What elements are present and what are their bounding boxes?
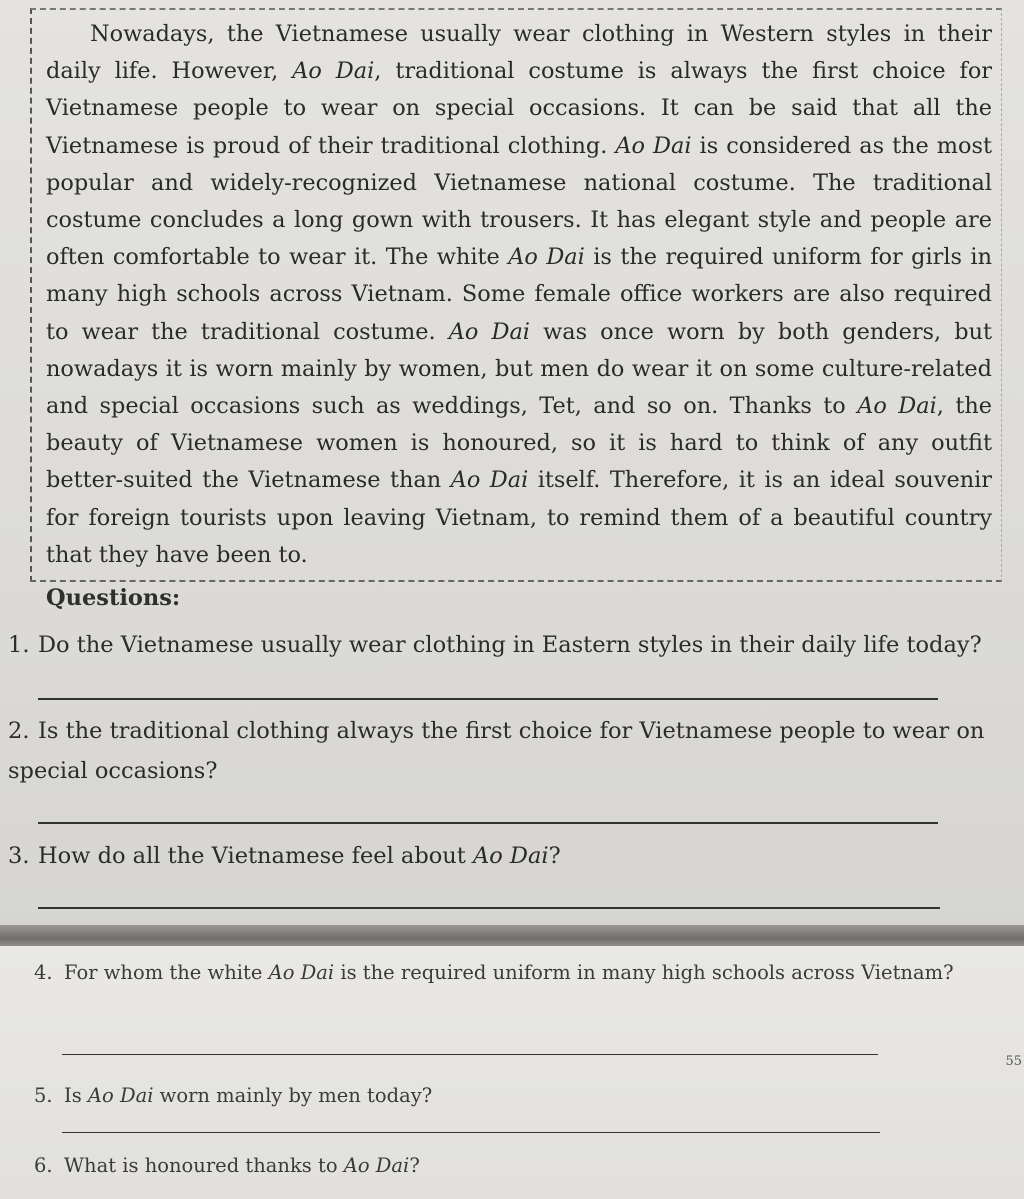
question-number: 1.: [8, 632, 30, 658]
question-number: 3.: [8, 843, 30, 869]
question-number: 4.: [34, 961, 53, 984]
question-number: 5.: [34, 1084, 53, 1107]
question-3: [8, 836, 1008, 876]
question-4: [34, 958, 954, 988]
reading-passage-box: [30, 8, 1002, 582]
reading-passage-text: Nowadays, the Vietnamese usually wear clothing in Western styles in their daily life. However, Ao Dai, traditional costume is always the first choice for Vietnamese people to wear on special occasions. It can be said that all the Vietnamese is proud of their traditional clothing. Ao Dai is considered as the most popular and widely-recognized Vietnamese national costume. The traditional costume concludes a long gown with trousers. It has elegant style and people are often comfortable to wear it. The white Ao Dai is the required uniform for girls in many high schools across Vietnam. Some female office workers are also required to wear the traditional costume. Ao Dai was once worn by both genders, but nowadays it is worn mainly by women, but men do wear it on some culture-related and special occasions such as weddings, Tet, and so on. Thanks to Ao Dai, the beauty of Vietnamese women is honoured, so it is hard to think of any outfit better-suited the Vietnamese than Ao Dai itself. Therefore, it is an ideal souvenir for foreign tourists upon leaving Vietnam, to remind them of a beautiful country that they have been to.: [46, 21, 993, 568]
answer-line-4[interactable]: [62, 1054, 878, 1055]
question-number: 6.: [34, 1154, 53, 1177]
question-1: [8, 625, 1018, 665]
worksheet-page-bottom: [0, 946, 1024, 1199]
question-text: For whom the white Ao Dai is the required uniform in many high schools across Vietnam?: [64, 961, 954, 984]
answer-line-1[interactable]: [38, 698, 938, 700]
question-text: How do all the Vietnamese feel about Ao Dai?: [38, 843, 561, 869]
question-number: 2.: [8, 718, 30, 744]
answer-line-2[interactable]: [38, 822, 938, 824]
questions-heading: Questions:: [46, 585, 181, 611]
answer-line-5[interactable]: [62, 1132, 880, 1133]
question-text: Is the traditional clothing always the first choice for Vietnamese people to wear on special occasions?: [8, 718, 985, 784]
question-6: [34, 1151, 934, 1181]
question-text: Do the Vietnamese usually wear clothing in Eastern styles in their daily life today?: [38, 632, 982, 658]
question-2: [8, 711, 1020, 791]
question-5: [34, 1081, 934, 1111]
page-number: 55: [1005, 1054, 1022, 1069]
question-text: What is honoured thanks to Ao Dai?: [64, 1154, 420, 1177]
question-text: Is Ao Dai worn mainly by men today?: [64, 1084, 433, 1107]
answer-line-3[interactable]: [38, 907, 940, 909]
